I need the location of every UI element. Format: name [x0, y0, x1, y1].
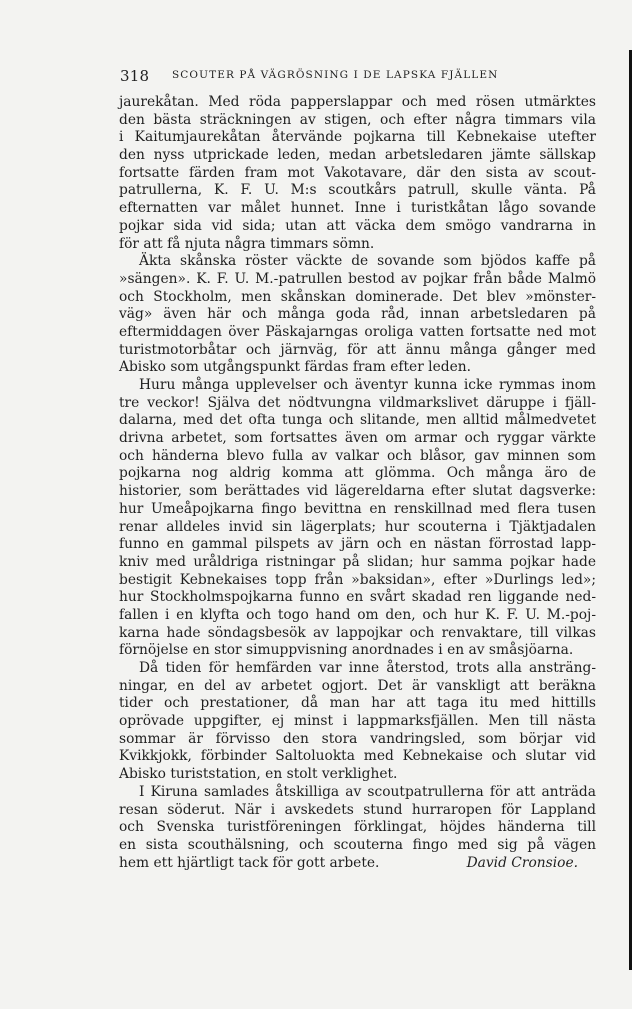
- text-line: Abisko turiststation, en stolt verklighet.: [119, 766, 398, 783]
- text-line: Abisko som utgångspunkt färdas fram efter leden.: [119, 359, 472, 376]
- paragraph-start-line: Äkta skånska röster väckte de sovande som bjödos kaffe på: [139, 253, 596, 270]
- text-line: fallen i en klyfta och togo hand om den, och hur K. F. U. M.-poj-: [119, 606, 596, 623]
- text-line: efternatten var målet hunnet. Inne i turistkåtan lågo sovande: [119, 200, 596, 217]
- text-line: fortsatte färden fram mot Vakotavare, där den sista av scout-: [119, 164, 596, 181]
- text-line: funno en gammal pilspets av järn och en nästan förrostad lapp-: [119, 536, 596, 553]
- text-line: och Svenska turistföreningen förklingat, höjdes händerna till: [119, 819, 596, 836]
- text-line: historier, som berättades vid lägereldarna efter slutat dagsverke:: [119, 483, 596, 500]
- text-line: resan söderut. När i avskedets stund hurraropen för Lappland: [119, 801, 596, 818]
- text-line: patrullerna, K. F. U. M:s scoutkårs patrull, skulle vänta. På: [119, 182, 596, 199]
- text-line: bestigit Kebnekaises topp från »baksidan», efter »Durlings led»;: [119, 571, 596, 588]
- text-line: förnöjelse en stor simuppvisning anordnades i en av småsjöarna.: [119, 642, 574, 659]
- text-line: en sista scouthälsning, och scouterna fingo med sig på vägen: [119, 836, 596, 853]
- page-header: [120, 67, 550, 87]
- author-signature: David Cronsioe.: [466, 854, 578, 871]
- text-line: den nyss utprickade leden, medan arbetsledaren jämte sällskap: [119, 147, 596, 164]
- closing-line: [119, 855, 596, 873]
- body-text: [119, 94, 596, 872]
- text-line: jaurekåtan. Med röda papperslappar och med rösen utmärktes: [119, 94, 596, 110]
- text-line: och händerna blevo fulla av valkar och blåsor, gav minnen som: [119, 447, 596, 464]
- paragraph-start-line: Då tiden för hemfärden var inne återstod, trots alla ansträng-: [139, 660, 596, 676]
- text-line: turistmotorbåtar och järnväg, för att ännu många gånger med: [119, 341, 596, 358]
- text-line: hur Umeåpojkarna fingo bevittna en renskillnad med flera tusen: [119, 500, 596, 517]
- text-line: och Stockholm, men skånskan dominerade. Det blev »mönster-: [119, 288, 596, 305]
- text-line: för att få njuta några timmars sömn.: [119, 235, 375, 252]
- text-line: eftermiddagen över Päskajarngas oroliga vatten fortsatte ned mot: [119, 323, 596, 340]
- text-line: sommar är förvisso den stora vandringsled, som börjar vid: [119, 730, 596, 747]
- paragraph-start-line: Huru många upplevelser och äventyr kunna icke rymmas inom: [139, 377, 596, 393]
- text-line: dalarna, med det ofta tunga och slitande, men alltid målmedvetet: [119, 412, 596, 429]
- running-head: SCOUTER PÅ VÄGRÖSNING I DE LAPSKA FJÄLLEN: [172, 69, 499, 81]
- text-line: pojkar sida vid sida; utan att väcka dem smögo vandrarna in: [119, 217, 596, 234]
- page-number: 318: [120, 67, 150, 85]
- paragraph-start-line: I Kiruna samlades åtskilliga av scoutpatrullerna för att anträda: [139, 783, 596, 800]
- text-line: i Kaitumjaurekåtan återvände pojkarna till Kebnekaise utefter: [119, 129, 596, 146]
- final-text-line: hem ett hjärtligt tack för gott arbete.: [119, 854, 380, 871]
- text-line: drivna arbetet, som fortsattes även om armar och ryggar värkte: [119, 430, 596, 447]
- text-line: renar alldeles invid sin lägerplats; hur scouterna i Tjäktjadalen: [119, 518, 596, 535]
- text-line: Kvikkjokk, förbinder Saltoluokta med Kebnekaise och slutar vid: [119, 748, 596, 765]
- text-line: ningar, en del av arbetet ogjort. Det är vanskligt att beräkna: [119, 677, 596, 694]
- text-line: hur Stockholmspojkarna funno en svårt skadad ren liggande ned-: [119, 589, 596, 606]
- text-line: den bästa sträckningen av stigen, och efter några timmars vila: [119, 111, 596, 128]
- text-line: karna hade söndagsbesök av lappojkar och renvaktare, till vilkas: [119, 624, 596, 641]
- text-line: tider och prestationer, då man har att taga itu med hittills: [119, 695, 596, 712]
- text-line: pojkarna nog aldrig komma att glömma. Och många äro de: [119, 465, 596, 482]
- text-line: tre veckor! Själva det nödtvungna vildmarkslivet däruppe i fjäll-: [119, 394, 596, 411]
- text-line: »sängen». K. F. U. M.-patrullen bestod av pojkar från både Malmö: [119, 270, 596, 287]
- text-line: oprövade uppgifter, ej minst i lappmarksfjällen. Men till nästa: [119, 713, 596, 730]
- text-line: kniv med uråldriga ristningar på slidan; hur samma pojkar hade: [119, 553, 596, 570]
- text-line: väg» även här och många goda råd, innan arbetsledaren på: [119, 306, 596, 323]
